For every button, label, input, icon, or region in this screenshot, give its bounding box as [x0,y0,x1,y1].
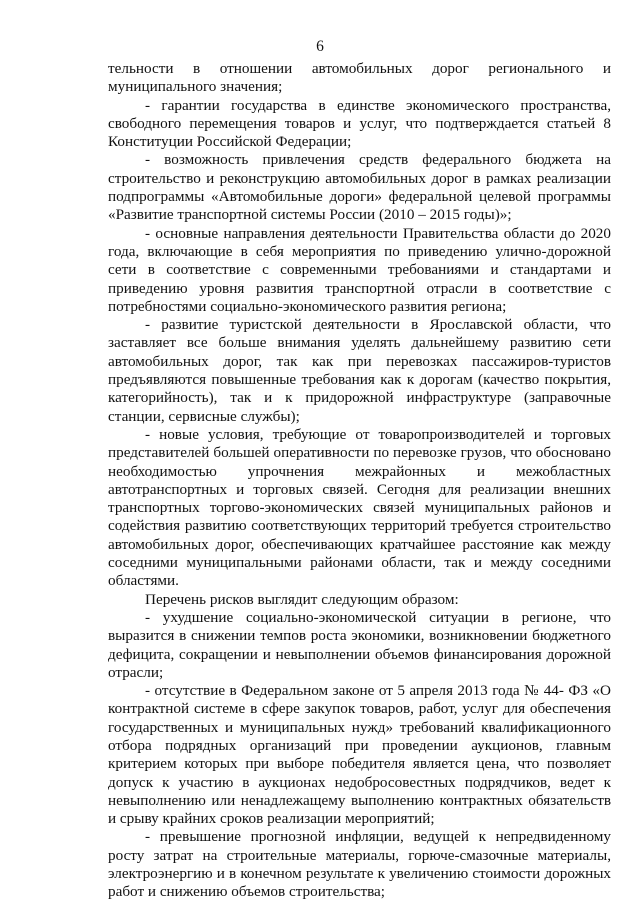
document-body [108,60,611,902]
paragraph-federal-funds: - возможность привлечения средств федерального бюджета на строительство и реконструкцию автомобильных дорог в рамках реализации подпрограммы «Автомобильные дороги» федеральной целевой программы «Развитие транспортной системы России (2010 – 2015 годы)»; [108,151,611,224]
paragraph-new-conditions: - новые условия, требующие от товаропроизводителей и торговых представителей большей оперативности по перевозке грузов, что обосновано необходимостью упрочнения межрайонных и межобластных автотранспортных и торговых связей. Сегодня для реализации внешних транспортных торгово-экономических связей муниципальных районов и содействия развитию соответствующих территорий требуется строительство автомобильных дорог, обеспечивающих кратчайшее расстояние как между соседними муниципальными районами области, так и между соседними областями. [108,425,611,590]
paragraph-government-directions: - основные направления деятельности Правительства области до 2020 года, включающие в себя мероприятия по приведению улично-дорожной сети в соответствие с современными требованиями и стандартами и приведению уровня развития транспортной отрасли в соответствие с потребностями социально-экономического развития региона; [108,224,611,315]
page-number: 6 [316,38,324,55]
paragraph-state-guarantees: - гарантии государства в единстве экономического пространства, свободного перемещения товаров и услуг, что подтверждается статьей 8 Конституции Российской Федерации; [108,96,611,151]
paragraph-risks-intro: Перечень рисков выглядит следующим образом: [145,590,459,608]
paragraph-risk-procurement-law: - отсутствие в Федеральном законе от 5 апреля 2013 года № 44- ФЗ «О контрактной системе в сфере закупок товаров, работ, услуг для обеспечения государственных и муниципальных нужд» требований квалификационного отбора подрядных организаций при проведении аукционов, главным критерием которых при выборе победителя является цена, что позволяет допуск к участию в аукционах недобросовестных подрядчиков, ведет к невыполнению или ненадлежащему выполнению контрактных обязательств и срыву крайних сроков реализации мероприятий; [108,682,611,828]
paragraph-risk-inflation: - превышение прогнозной инфляции, ведущей к непредвиденному росту затрат на строительные материалы, горюче-смазочные материалы, электроэнергию и в конечном результате к увеличению стоимости дорожных работ и снижению объемов строительства; [108,828,611,901]
paragraph-risk-economy: - ухудшение социально-экономической ситуации в регионе, что выразится в снижении темпов роста экономики, возникновении бюджетного дефицита, сокращении и невыполнении объемов финансирования дорожной отрасли; [108,608,611,681]
paragraph-continuation: тельности в отношении автомобильных дорог регионального и муниципального значения; [108,60,611,96]
paragraph-tourism: - развитие туристской деятельности в Ярославской области, что заставляет все больше внимания уделять дальнейшему развитию сети автомобильных дорог, так как при перевозках пассажиров-туристов предъявляются повышенные требования как к дорогам (качество покрытия, категорийность), так и к придорожной инфраструктуре (заправочные станции, сервисные службы); [108,316,611,425]
